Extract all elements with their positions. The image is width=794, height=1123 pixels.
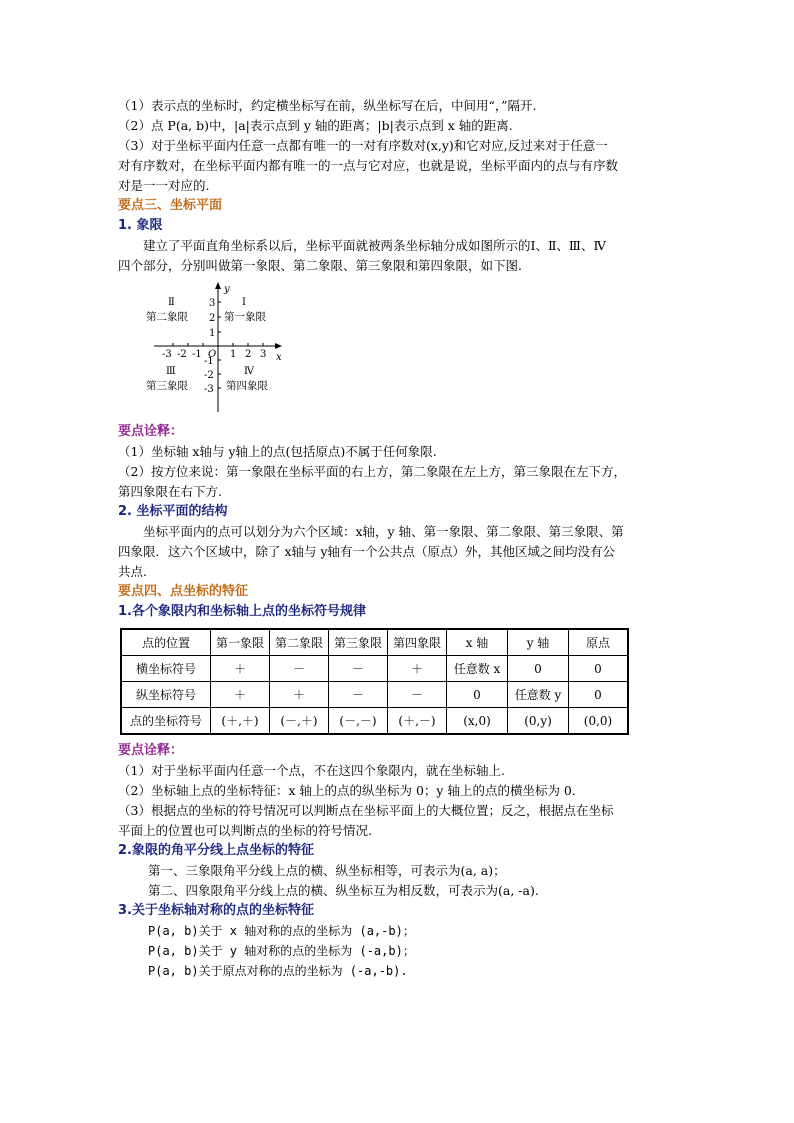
q1-name: 第一象限 bbox=[224, 311, 266, 323]
document-page: （1）表示点的坐标时，约定横坐标写在前，纵坐标写在后，中间用“，”隔开. （2）点 P(a, b)中，|a|表示点到 y 轴的距离；|b|表示点到 x 轴的距离. （3）对于坐标平面内任意一点都有唯一的一对有序数对(x,y)和它对应,反过来对于任意一 对有序数对，在坐标平面内都有唯一的一点与它对应，也就是说，坐标平面内的点与有序数 对是一一对应的. 要点三、坐标平面 1. 象限 建立了平面直角坐标系以后，坐标平面就被两条坐标轴分成如图所示的Ⅰ、Ⅱ、Ⅲ、Ⅳ 四个部分，分别叫做第一象限、第二象限、第三象限和第四象限，如下图. y x O -3 -2 -1 1 2 3 3 2 1 -1 -2 -3 Ⅰ 第一象限 Ⅱ 第二象限 Ⅲ 第三象限 Ⅳ 第四象限 要点诠释： （1）坐标轴 x轴与 y轴上的点(包括原点)不属于任何象限. （2）按方位来说：第一象限在坐标平面的右上方，第二象限在左上方，第三象限在左下方， 第四象限在右下方. 2. 坐标平面的结构 坐标平面内的点可以划分为六个区域：x轴，y 轴、第一象限、第二象限、第三象限、第 四象限．这六个区域中，除了 x轴与 y轴有一个公共点（原点）外，其他区域之间均没有公 共点. 要点四、点坐标的特征 1.各个象限内和坐标轴上点的坐标符号规律 点的位置 第一象限 第二象限 第三象限 第四象限 x 轴 y 轴 原点 横坐标符号 ＋ － － ＋ 任意数 x 0 0 纵坐标符号 ＋ ＋ － － 0 任意数 y 0 点的坐标符号 (＋,＋) (－,＋) (－,－) (＋,－) (x,0) (0,y) (0,0) 要点诠释： （1）对于坐标平面内任意一个点，不在这四个象限内，就在坐标轴上. （2）坐标轴上点的坐标特征：x 轴上的点的纵坐标为 0；y 轴上的点的横坐标为 0. （3）根据点的坐标的符号情况可以判断点在坐标平面上的大概位置；反之，根据点在坐标 平面上的位置也可以判断点的坐标的符号情况. 2.象限的角平分线上点坐标的特征 第一、三象限角平分线上点的横、纵坐标相等，可表示为(a, a)； 第二、四象限角平分线上点的横、纵坐标互为相反数，可表示为(a, -a). 3.关于坐标轴对称的点的坐标特征 P(a, b)关于 x 轴对称的点的坐标为 (a,-b)； P(a, b)关于 y 轴对称的点的坐标为 (-a,b)； P(a, b)关于原点对称的点的坐标为 (-a,-b). bbox=[118, 96, 678, 981]
bisector-line-b: 第二、四象限角平分线上点的横、纵坐标互为相反数，可表示为(a, -a). bbox=[148, 883, 539, 898]
bisector-sub: 2.象限的角平分线上点坐标的特征 bbox=[118, 843, 314, 858]
table-cell: 纵坐标符号 bbox=[121, 682, 211, 708]
table-cell: － bbox=[388, 682, 447, 708]
x-tick-2: 2 bbox=[245, 349, 252, 360]
y-tick-neg2: -2 bbox=[204, 370, 214, 381]
x-axis-arrow bbox=[275, 343, 282, 349]
symmetry-line-c: P(a, b)关于原点对称的点的坐标为 (-a,-b). bbox=[148, 964, 408, 978]
q4-numeral: Ⅳ bbox=[244, 366, 254, 377]
table-row bbox=[121, 656, 628, 682]
q4-name: 第四象限 bbox=[226, 380, 268, 392]
table-header-cell: y 轴 bbox=[508, 629, 569, 656]
table-cell: ＋ bbox=[211, 682, 270, 708]
symmetry-sub: 3.关于坐标轴对称的点的坐标特征 bbox=[118, 903, 314, 918]
table-header-cell: 原点 bbox=[569, 629, 629, 656]
y-axis-arrow bbox=[215, 282, 221, 289]
table-cell: 0 bbox=[508, 656, 569, 682]
section3-heading: 要点三、坐标平面 bbox=[118, 198, 223, 213]
table-cell: 任意数 y bbox=[508, 682, 569, 708]
symmetry-line-b: P(a, b)关于 y 轴对称的点的坐标为 (-a,b)； bbox=[148, 944, 415, 958]
q2-numeral: Ⅱ bbox=[168, 297, 175, 308]
table-cell: (0,0) bbox=[569, 708, 629, 735]
note2-p3: （3）根据点的坐标的符号情况可以判断点在坐标平面上的大概位置；反之，根据点在坐标 平面上的位置也可以判断点的坐标的符号情况. bbox=[118, 803, 614, 838]
note2-p2: （2）坐标轴上点的坐标特征：x 轴上的点的纵坐标为 0；y 轴上的点的横坐标为 0. bbox=[118, 783, 576, 798]
q3-numeral: Ⅲ bbox=[166, 366, 176, 377]
note1-p2: （2）按方位来说：第一象限在坐标平面的右上方，第二象限在左上方，第三象限在左下方， 第四象限在右下方. bbox=[118, 464, 626, 499]
x-tick-3: 3 bbox=[260, 349, 267, 360]
q2-name: 第二象限 bbox=[146, 311, 188, 323]
table-cell: (＋,＋) bbox=[211, 708, 270, 735]
table-cell: (0,y) bbox=[508, 708, 569, 735]
x-tick-neg1: -1 bbox=[192, 349, 202, 360]
intro-p1: （1）表示点的坐标时，约定横坐标写在前，纵坐标写在后，中间用“，”隔开. bbox=[118, 98, 537, 113]
quadrant-diagram bbox=[146, 280, 286, 416]
section3-sub1: 1. 象限 bbox=[118, 218, 163, 233]
table-cell: 点的坐标符号 bbox=[121, 708, 211, 735]
table-cell: 0 bbox=[447, 682, 508, 708]
x-tick-neg3: -3 bbox=[162, 349, 172, 360]
table-header-cell: x 轴 bbox=[447, 629, 508, 656]
q1-numeral: Ⅰ bbox=[242, 297, 246, 308]
note2-p1: （1）对于坐标平面内任意一个点，不在这四个象限内，就在坐标轴上. bbox=[118, 763, 505, 778]
table-cell: － bbox=[329, 656, 388, 682]
structure-desc: 坐标平面内的点可以划分为六个区域：x轴，y 轴、第一象限、第二象限、第三象限、第 bbox=[143, 524, 624, 539]
table-cell: ＋ bbox=[270, 682, 329, 708]
table-cell: － bbox=[329, 682, 388, 708]
structure-sub: 2. 坐标平面的结构 bbox=[118, 504, 228, 519]
y-tick-2: 2 bbox=[209, 313, 216, 324]
q3-name: 第三象限 bbox=[146, 380, 188, 392]
table-cell: ＋ bbox=[388, 656, 447, 682]
table-header-cell: 第四象限 bbox=[388, 629, 447, 656]
table-cell: ＋ bbox=[211, 656, 270, 682]
y-tick-neg1: -1 bbox=[204, 356, 214, 367]
table-cell: － bbox=[270, 656, 329, 682]
coordinate-sign-table bbox=[120, 628, 629, 735]
section3-desc: 建立了平面直角坐标系以后，坐标平面就被两条坐标轴分成如图所示的Ⅰ、Ⅱ、Ⅲ、Ⅳ bbox=[143, 238, 606, 253]
table-header-cell: 第一象限 bbox=[211, 629, 270, 656]
note2-heading: 要点诠释： bbox=[118, 743, 184, 758]
x-tick-1: 1 bbox=[230, 349, 237, 360]
table-cell: 0 bbox=[569, 682, 629, 708]
table-header-cell: 第二象限 bbox=[270, 629, 329, 656]
table-header-cell: 第三象限 bbox=[329, 629, 388, 656]
intro-p2: （2）点 P(a, b)中，|a|表示点到 y 轴的距离；|b|表示点到 x 轴的距离. bbox=[118, 118, 513, 133]
symmetry-line-a: P(a, b)关于 x 轴对称的点的坐标为 (a,-b)； bbox=[148, 924, 415, 938]
table-header-cell: 点的位置 bbox=[121, 629, 211, 656]
y-tick-1: 1 bbox=[209, 328, 216, 339]
table-cell: (＋,－) bbox=[388, 708, 447, 735]
y-axis-label: y bbox=[224, 284, 230, 295]
intro-p3: （3）对于坐标平面内任意一点都有唯一的一对有序数对(x,y)和它对应,反过来对于任意一 对有序数对，在坐标平面内都有唯一的一点与它对应，也就是说，坐标平面内的点与有序数 对是一一对应的. bbox=[118, 138, 619, 193]
section4-heading: 要点四、点坐标的特征 bbox=[118, 584, 249, 599]
table-cell: 0 bbox=[569, 656, 629, 682]
section4-sub1: 1.各个象限内和坐标轴上点的坐标符号规律 bbox=[118, 604, 366, 619]
note1-heading: 要点诠释： bbox=[118, 424, 184, 439]
table-cell: (－,－) bbox=[329, 708, 388, 735]
table-row bbox=[121, 682, 628, 708]
table-cell: (x,0) bbox=[447, 708, 508, 735]
y-tick-3: 3 bbox=[209, 298, 216, 309]
origin-label: O bbox=[208, 349, 217, 360]
table-cell: 任意数 x bbox=[447, 656, 508, 682]
note1-p1: （1）坐标轴 x轴与 y轴上的点(包括原点)不属于任何象限. bbox=[118, 444, 437, 459]
table-row bbox=[121, 708, 628, 735]
x-tick-neg2: -2 bbox=[177, 349, 187, 360]
x-axis-label: x bbox=[276, 352, 282, 363]
quadrant-figure bbox=[118, 280, 678, 416]
table-header-row bbox=[121, 629, 628, 656]
y-tick-neg3: -3 bbox=[204, 384, 214, 395]
table-cell: 横坐标符号 bbox=[121, 656, 211, 682]
table-cell: (－,＋) bbox=[270, 708, 329, 735]
bisector-line-a: 第一、三象限角平分线上点的横、纵坐标相等，可表示为(a, a)； bbox=[148, 863, 506, 878]
